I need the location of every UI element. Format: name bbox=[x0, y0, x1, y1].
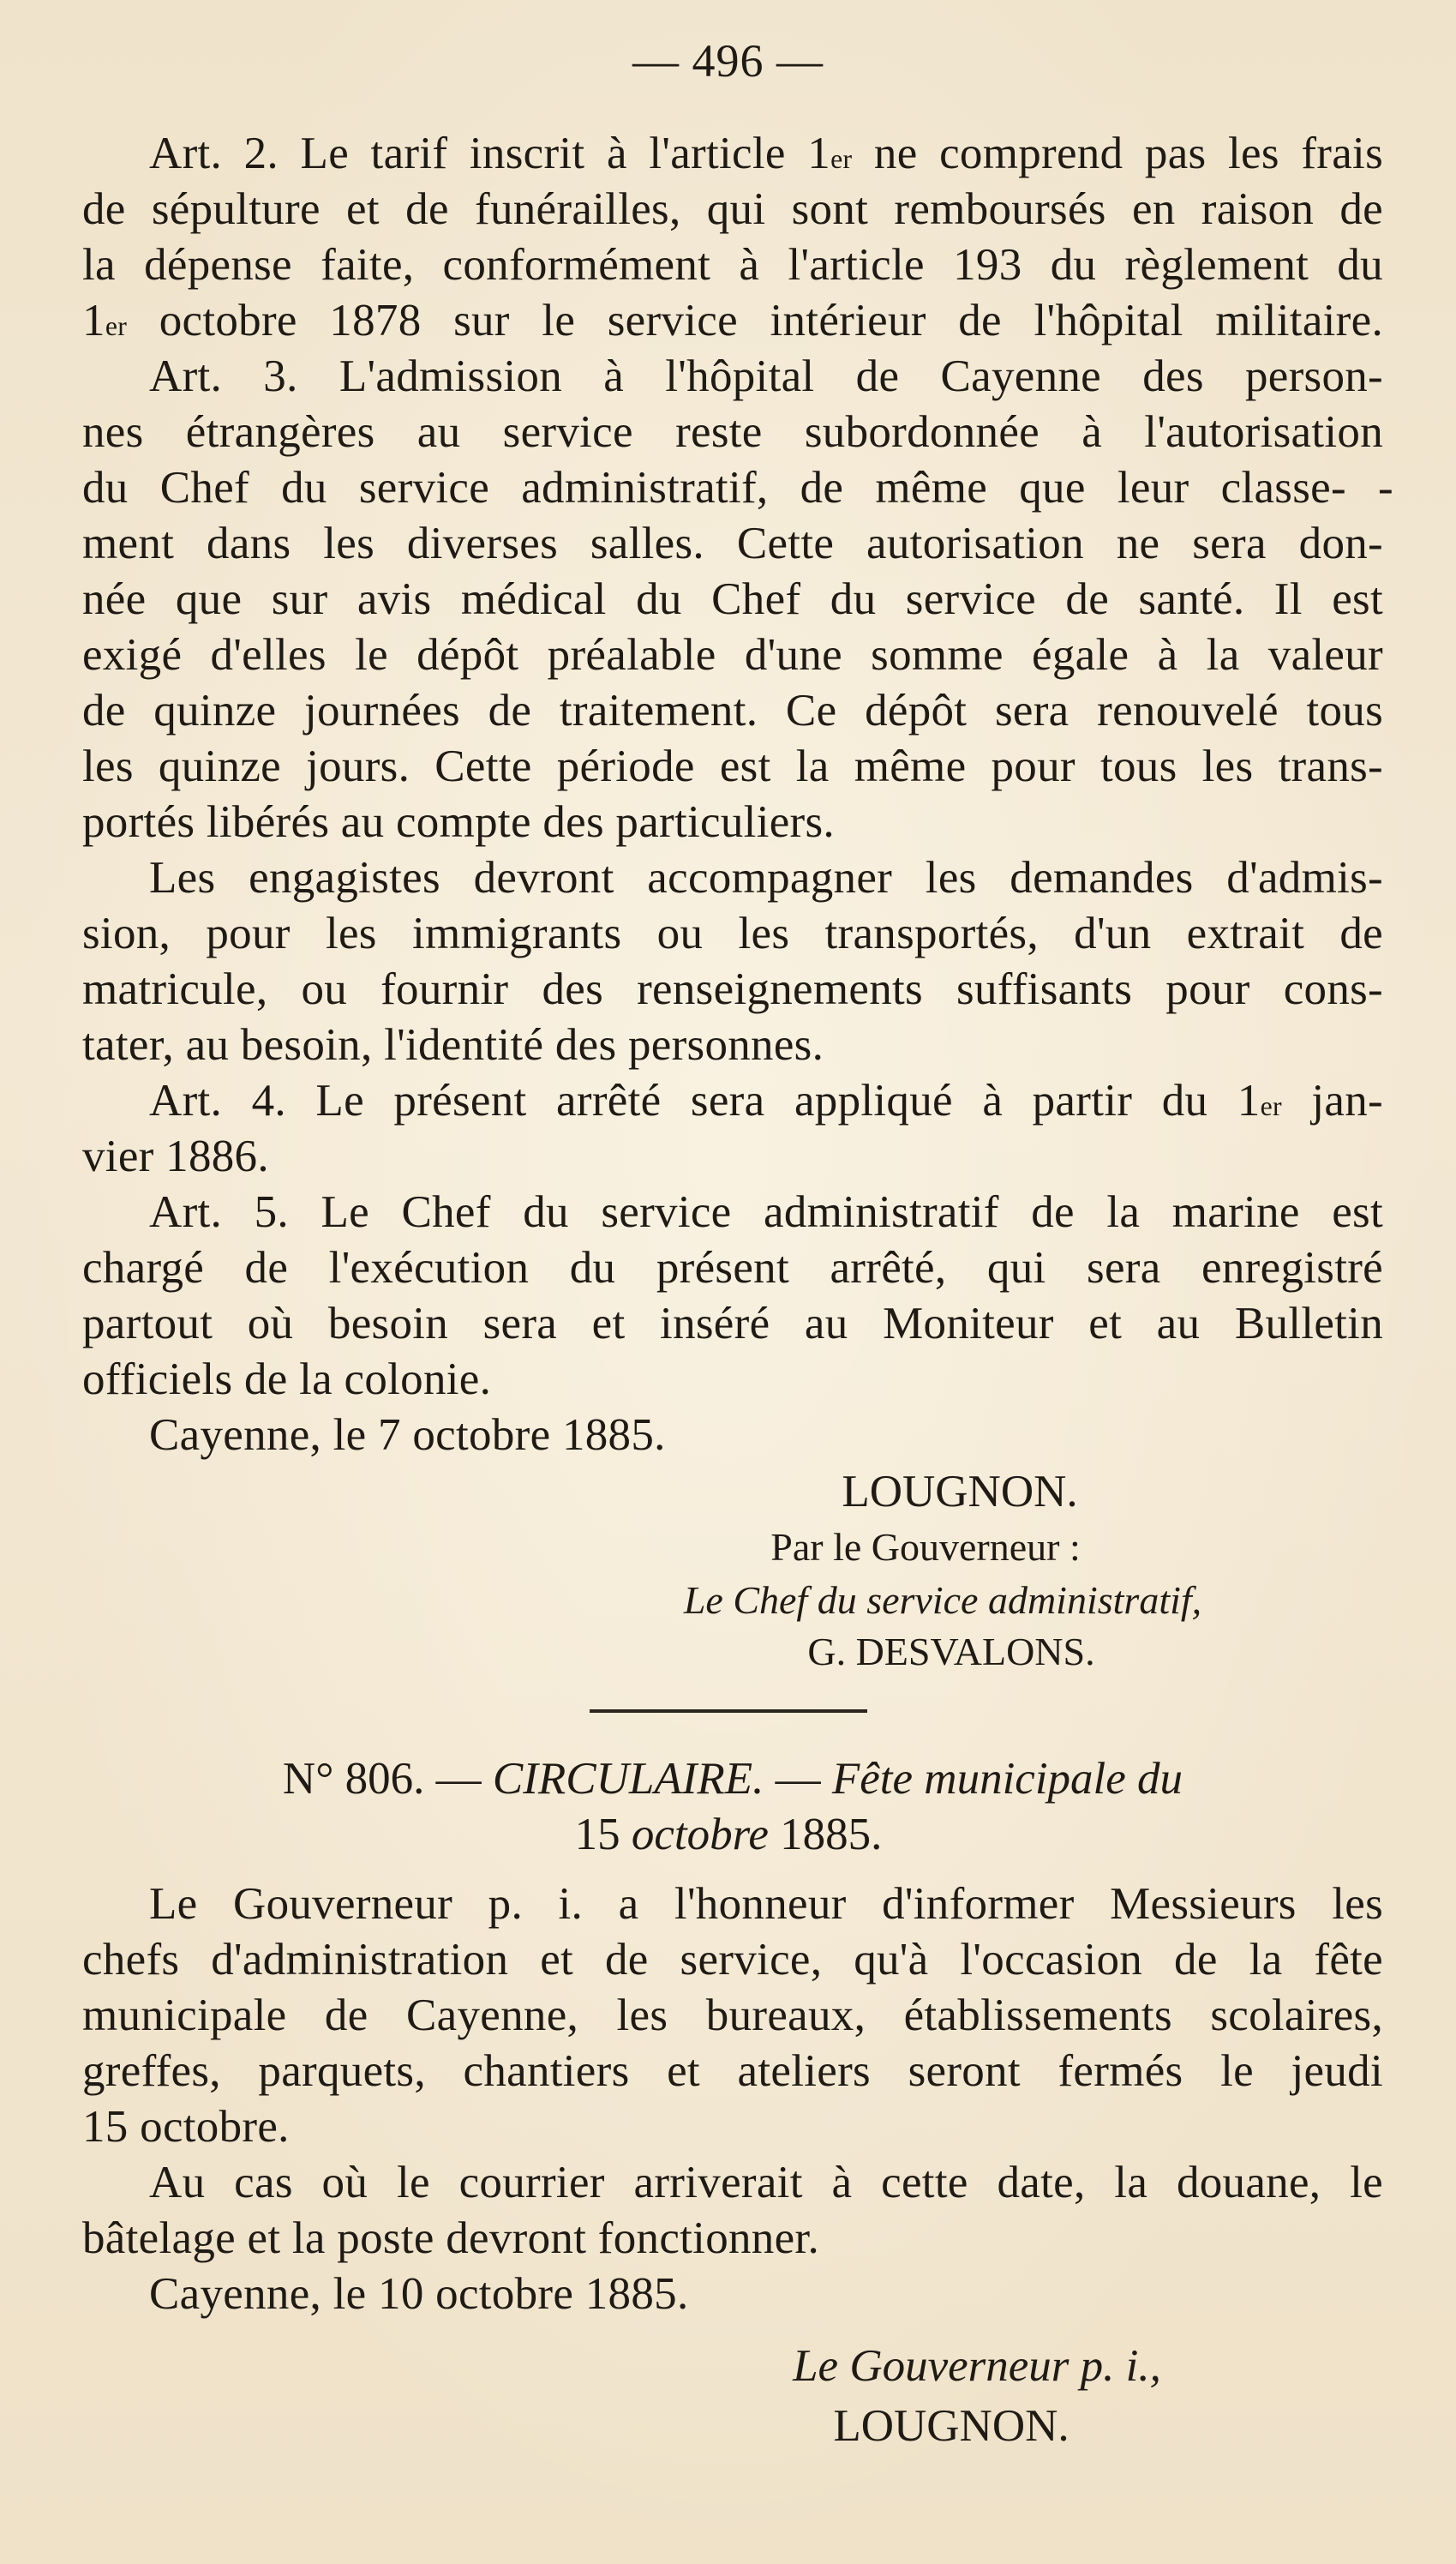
art2-line-2: de sépulture et de funérailles, qui sont remboursés en raison de bbox=[82, 184, 1383, 234]
circulaire-para2-line-2: bâtelage et la poste devront fonctionner. bbox=[82, 2213, 819, 2263]
chef-service-name: G. DESVALONS. bbox=[807, 1630, 1095, 1673]
circulaire-para1-line-1: Le Gouverneur p. i. a l'honneur d'informer Messieurs les bbox=[149, 1879, 1383, 1929]
art3-line-4: ment dans les diverses salles. Cette autorisation ne sera don- bbox=[82, 519, 1383, 568]
art4-line-1: Art. 4. Le présent arrêté sera appliqué à partir du 1er jan- bbox=[149, 1076, 1383, 1126]
chef-service-title: Le Chef du service administratif, bbox=[683, 1578, 1202, 1622]
circulaire-heading-line-1: N° 806. — CIRCULAIRE. — Fête municipale du bbox=[282, 1754, 1183, 1804]
circulaire-para1-line-2: chefs d'administration et de service, qu'à l'occasion de la fête bbox=[82, 1935, 1383, 1985]
art2-line-1: Art. 2. Le tarif inscrit à l'article 1er ne comprend pas les frais bbox=[149, 129, 1384, 178]
page-number: — 496 — bbox=[632, 35, 824, 87]
arrete-date-line: Cayenne, le 7 octobre 1885. bbox=[149, 1410, 666, 1460]
art3-line-2: nes étrangères au service reste subordonnée à l'autorisation bbox=[82, 407, 1383, 457]
art5-line-4: officiels de la colonie. bbox=[82, 1354, 492, 1404]
engagistes-line-2: sion, pour les immigrants ou les transportés, d'un extrait de bbox=[82, 909, 1383, 958]
circulaire-para1-line-4: greffes, parquets, chantiers et ateliers seront fermés le jeudi bbox=[82, 2046, 1383, 2096]
par-le-gouverneur: Par le Gouverneur : bbox=[770, 1525, 1081, 1569]
signature-lougnon: LOUGNON. bbox=[842, 1467, 1078, 1516]
engagistes-line-3: matricule, ou fournir des renseignements suffisants pour cons- bbox=[82, 964, 1383, 1014]
circulaire-signer-name: LOUGNON. bbox=[833, 2401, 1070, 2451]
art3-line-7: de quinze journées de traitement. Ce dépôt sera renouvelé tous bbox=[82, 686, 1383, 736]
circulaire-signer-title: Le Gouverneur p. i., bbox=[793, 2341, 1161, 2391]
art5-line-3: partout où besoin sera et inséré au Moniteur et au Bulletin bbox=[82, 1299, 1383, 1348]
art3-line-6: exigé d'elles le dépôt préalable d'une somme égale à la valeur bbox=[82, 630, 1383, 680]
art3-line-8: les quinze jours. Cette période est la même pour tous les trans- bbox=[82, 742, 1383, 791]
circulaire-heading-line-2: 15 octobre 1885. bbox=[574, 1810, 883, 1859]
art5-line-2: chargé de l'exécution du présent arrêté, qui sera enregistré bbox=[82, 1243, 1383, 1293]
art3-line-3: du Chef du service administratif, de même que leur classe- - bbox=[82, 463, 1393, 513]
art2-line-3: la dépense faite, conformément à l'article 193 du règlement du bbox=[82, 240, 1383, 290]
art2-line-4: 1er octobre 1878 sur le service intérieur de l'hôpital militaire. bbox=[82, 296, 1383, 345]
art3-line-1: Art. 3. L'admission à l'hôpital de Cayenne des person- bbox=[149, 351, 1383, 401]
section-divider bbox=[590, 1709, 867, 1713]
art4-line-2: vier 1886. bbox=[82, 1132, 269, 1181]
circulaire-para2-line-1: Au cas où le courrier arriverait à cette date, la douane, le bbox=[149, 2158, 1383, 2207]
circulaire-para1-line-5: 15 octobre. bbox=[82, 2102, 290, 2152]
art5-line-1: Art. 5. Le Chef du service administratif de la marine est bbox=[149, 1187, 1383, 1237]
art3-line-9: portés libérés au compte des particuliers. bbox=[82, 797, 835, 847]
engagistes-line-1: Les engagistes devront accompagner les demandes d'admis- bbox=[149, 853, 1383, 903]
circulaire-date-line: Cayenne, le 10 octobre 1885. bbox=[149, 2269, 689, 2319]
engagistes-line-4: tater, au besoin, l'identité des personnes. bbox=[82, 1020, 824, 1070]
art3-line-5: née que sur avis médical du Chef du service de santé. Il est bbox=[82, 574, 1383, 624]
circulaire-para1-line-3: municipale de Cayenne, les bureaux, établissements scolaires, bbox=[82, 1991, 1383, 2040]
